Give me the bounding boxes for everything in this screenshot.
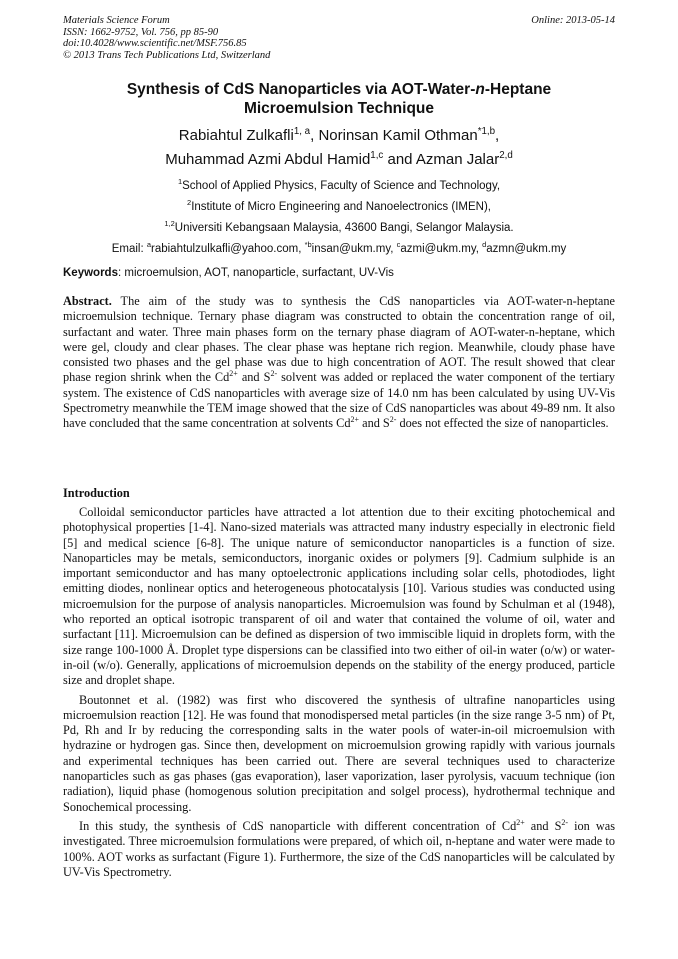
- author-name: Norinsan Kamil Othman: [318, 127, 478, 144]
- paragraph: Boutonnet et al. (1982) was first who discovered the synthesis of ultrafine nanoparticles using microemulsion reaction [12]. He was found that monodispersed metal particles (in the size range 3-5 nm) of Pt, Pd, Rh and Ir by reducing the corresponding salts in the water pools of water-in-oil microemulsion with hydrazine or hydrogen gas. Since then, development on microemulsion growing rapidly with various journals and experimental techniques has been carried out. There are several techniques used to characterize nanoparticles such as gas phases (gas evaporation), laser vaporization, laser pyrolysis, vacuum technique (ion radiation), liquid phase (homogenous solution precipitation and solgel process), hydrothermal technique and Sonochemical processing.: [63, 692, 615, 814]
- title-line1-italic: n: [475, 81, 485, 98]
- title-line1-part-b: -Heptane: [484, 81, 552, 98]
- email-label: Email:: [111, 243, 144, 255]
- abstract: Abstract. The aim of the study was to synthesis the CdS nanoparticles via AOT-water-n-heptane microemulsion technique. Ternary phase diagram was constructed to obtain the concentration range of oil, surfactant and water. Three main phases form on the ternary phase diagram of AOT-water-n-heptane, which were gel, cloudy and clear phases. The clear phase was heptane rich region. Meanwhile, cloudy phase have consisted two phases and the gel phase was due to high concentration of AOT. The result showed that clear phase region shrink when the $Cd^{2+}$ and $S^{2-}$ solvent was added or replaced the water component of the tertiary system. The existence of CdS nanoparticles with average size of 14.0 nm has been calculated by using UV-Vis Spectrometry meanwhile the TEM image showed that the size of CdS nanoparticles was about 49-89 nm. It also have concluded that the same concentration at solvents $Cd^{2+}$ and $S^{2-}$ does not effected the size of nanoparticles.: [63, 294, 616, 431]
- author-name: Azman Jalar: [415, 151, 500, 168]
- email-address[interactable]: insan@ukm.my,: [311, 243, 394, 255]
- journal-name: Materials Science Forum: [63, 15, 170, 26]
- email-address[interactable]: azmi@ukm.my,: [400, 243, 479, 255]
- abstract-label: Abstract.: [63, 294, 112, 308]
- paragraph: Colloidal semiconductor particles have attracted a lot attention due to their exciting photochemical and photophysical properties [1-4]. Nano-sized materials was attracted many industry especially in electronic field [5] and medical science [6-8]. The unique nature of semiconductor nanoparticles is a function of size. Nanoparticles may be metals, semiconductors, inorganic oxides or polymers [9]. Cadmium sulphide is an important semiconductor and has many optoelectronic applications including solar cells, photodiodes, light emitting diodes, nonlinear optics and heterogeneous photocatalysis [10]. Various studies was conducted using microemulsion for the purpose of analysis nanoparticles. Microemulsion was found by Schulman et al (1948), who reported an optical isotropic transparent of oil and water that contained the volume of oil, water and surfactant [11]. Microemulsion can be defined as dispersion of two immiscible liquid in droplets form, with the size range 100-1000 Å. Droplet type dispersions can be classified into two either of oil-in water (o/w) or water-in-oil (w/o). Generally, applications of microemulsion depends on the stability of the energy produced, particle size and droplet shape.: [63, 505, 615, 688]
- author-name: Muhammad Azmi Abdul Hamid: [165, 151, 371, 168]
- online-date: Online: 2013-05-14: [531, 15, 615, 26]
- affiliations: [63, 176, 615, 260]
- affiliation-line: $^2$Institute of Micro Engineering and Nanoelectronics (IMEN),: [187, 198, 491, 213]
- email-line: Email: $^a$rabiahtulzulkafli@yahoo.com, $^{*b}$insan@ukm.my, $^c$azmi@ukm.my, $^d$azmn@ukm.my: [111, 240, 567, 255]
- email-address[interactable]: rabiahtulzulkafli@yahoo.com,: [151, 243, 302, 255]
- keywords: [63, 266, 615, 280]
- author-list: Rabiahtul Zulkafli$^{1, a}$, Norinsan Kamil Othman$^{*1,b}$, Muhammad Azmi Abdul Hamid$^{1,c}$ and Azman Jalar$^{2,d}$: [165, 126, 513, 168]
- author-conjunction: and: [387, 151, 413, 168]
- doi-line[interactable]: doi:10.4028/www.scientific.net/MSF.756.85: [63, 38, 247, 50]
- author-affil-mark: 2,d: [499, 150, 513, 161]
- affiliation-line: $^{1,2}$Universiti Kebangsaan Malaysia, 43600 Bangi, Selangor Malaysia.: [164, 219, 514, 234]
- email-address[interactable]: azmn@ukm.my: [486, 243, 567, 255]
- keywords-label: Keywords: [63, 267, 118, 279]
- author-name: Rabiahtul Zulkafli: [178, 127, 294, 144]
- paragraph: In this study, the synthesis of CdS nanoparticle with different concentration of $Cd^{2+}$ and $S^{2-}$ ion was investigated. Three microemulsion formulations were prepared, of which oil, n-heptane and water were made to 100%. AOT works as surfactant (Figure 1). Furthermore, the size of the CdS nanoparticles will be calculated by UV-Vis Spectrometry.: [63, 817, 615, 879]
- affiliation-line: $^1$School of Applied Physics, Faculty of Science and Technology,: [177, 177, 501, 192]
- section-heading-introduction: Introduction: [63, 486, 130, 500]
- introduction-body: [63, 505, 615, 884]
- author-affil-mark: 1,c: [370, 150, 384, 161]
- paper-title: [63, 81, 615, 118]
- title-line2: Microemulsion Technique: [243, 99, 435, 117]
- journal-header: [63, 15, 615, 61]
- keywords-text: : microemulsion, AOT, nanoparticle, surfactant, UV-Vis: [117, 267, 394, 279]
- author-affil-mark: 1, a: [293, 126, 311, 137]
- issn-line: ISSN: 1662-9752, Vol. 756, pp 85-90: [63, 26, 219, 38]
- author-affil-mark: *1,b: [477, 126, 496, 137]
- copyright-line: © 2013 Trans Tech Publications Ltd, Switzerland: [63, 49, 271, 61]
- title-line1-part-a: Synthesis of CdS Nanoparticles via AOT-Water-: [126, 81, 476, 98]
